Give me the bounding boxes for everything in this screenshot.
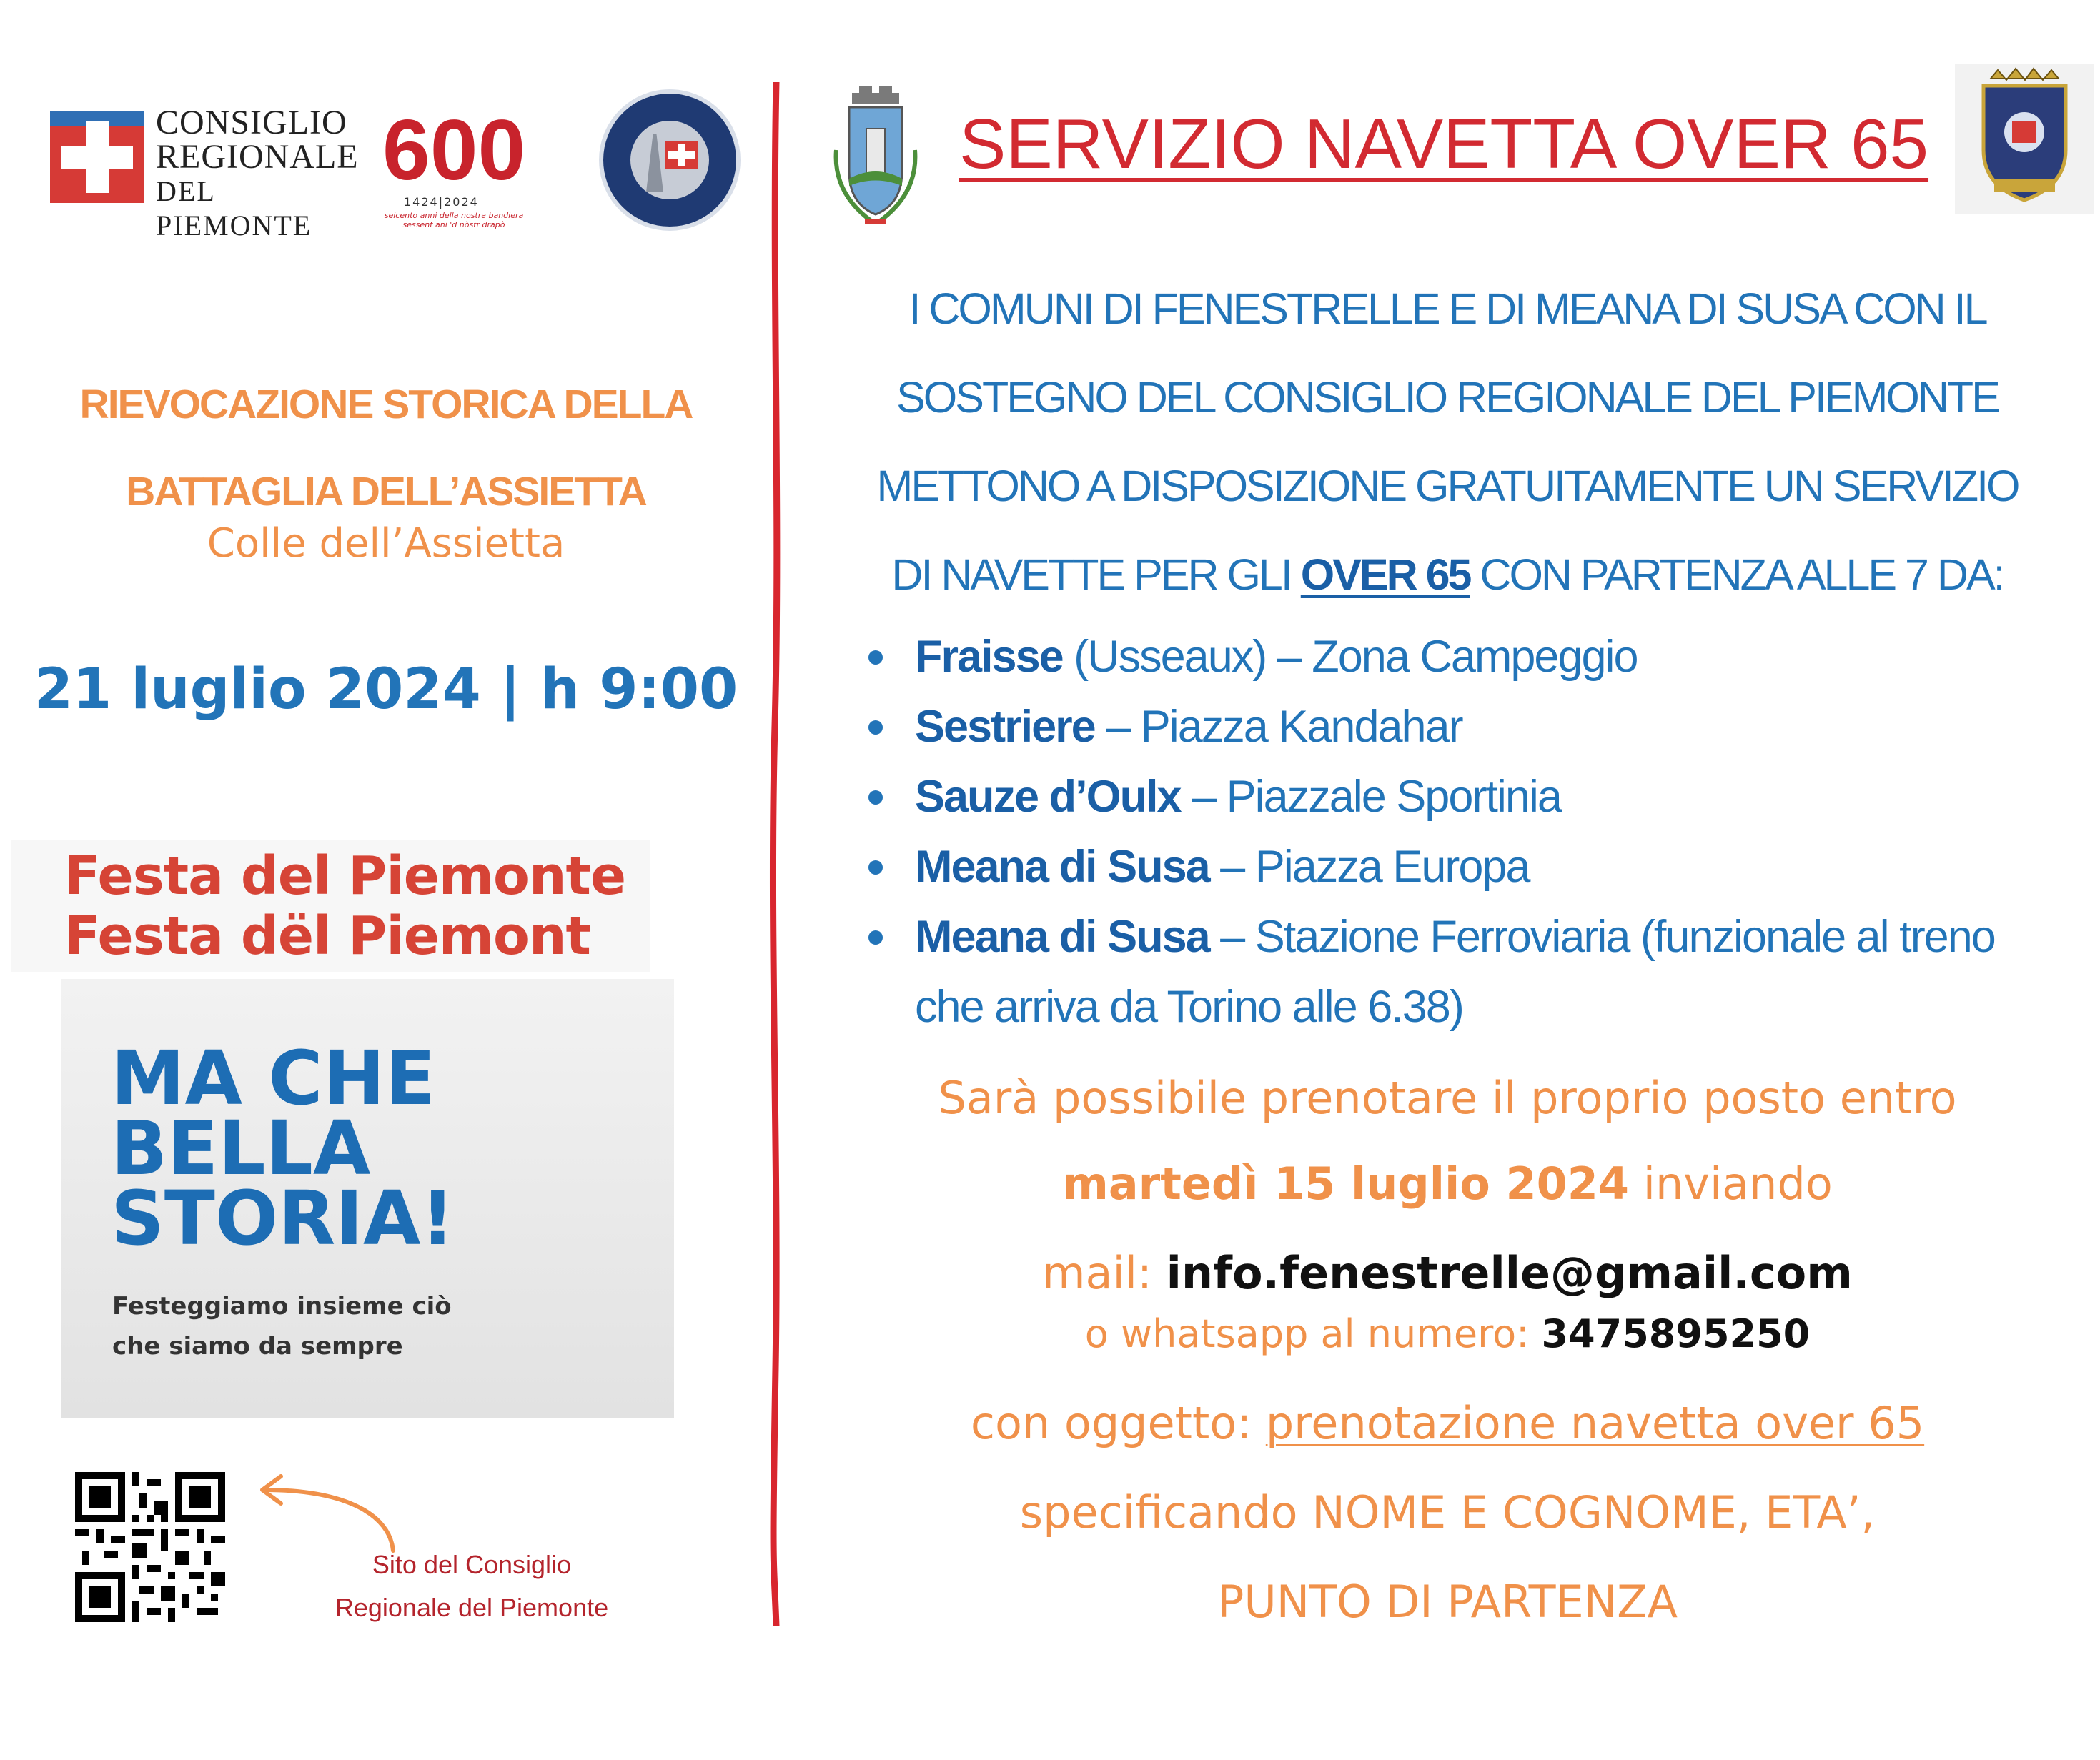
departure-points-list	[868, 622, 2069, 1042]
page-title: SERVIZIO NAVETTA OVER 65	[959, 104, 1929, 183]
over-65-highlight: OVER 65	[1300, 550, 1470, 599]
booking-intro: Sarà possibile prenotare il proprio posto entro	[938, 1072, 1957, 1124]
festa-piemonte-assietta-seal-icon	[599, 89, 741, 231]
piemonte-flag-icon	[50, 111, 144, 203]
list-item: Sestriere – Piazza Kandahar	[868, 692, 2069, 762]
whatsapp-number[interactable]: 3475895250	[1541, 1311, 1811, 1356]
qr-code-icon[interactable]	[75, 1472, 225, 1622]
storia-title: MA CHE BELLA STORIA!	[111, 1035, 455, 1262]
meana-coat-of-arms-icon	[1955, 64, 2094, 214]
consiglio-regionale-logo	[50, 104, 372, 242]
booking-email: mail: info.fenestrelle@gmail.com	[1042, 1247, 1853, 1299]
fenestrelle-coat-of-arms-icon	[829, 86, 922, 239]
red-divider-line	[765, 82, 786, 1626]
festa-piedmontese: Festa dël Piemont	[64, 905, 590, 967]
event-heading: RIEVOCAZIONE STORICA DELLA BATTAGLIA DELL’ASSIETTA	[79, 382, 693, 514]
list-item: Meana di Susa – Stazione Ferroviaria (funzionale al treno che arriva da Torino alle 6.38)	[868, 902, 2069, 1042]
list-item: Meana di Susa – Piazza Europa	[868, 832, 2069, 902]
booking-specify: specificando NOME E COGNOME, ETA’,	[1019, 1486, 1876, 1538]
consiglio-regionale-wordmark: CONSIGLIO REGIONALE DEL PIEMONTE	[156, 104, 359, 242]
ma-che-bella-storia-banner	[61, 979, 674, 1418]
list-item: Sauze d’Oulx – Piazzale Sportinia	[868, 762, 2069, 832]
booking-whatsapp: o whatsapp al numero: 3475895250	[1084, 1311, 1811, 1356]
qr-caption: Sito del Consiglio Regionale del Piemonte	[335, 1550, 609, 1622]
festa-italian: Festa del Piemonte	[64, 845, 626, 907]
event-date-time: 21 luglio 2024 | h 9:00	[34, 657, 738, 722]
booking-subject: con oggetto: prenotazione navetta over 65	[970, 1397, 1925, 1449]
festa-del-piemonte-banner	[11, 840, 650, 972]
600-anniversary-logo: 600 1424|2024 seicento anni della nostra bandiera sessent ani 'd nòstr drapò	[382, 102, 526, 229]
list-item: Fraisse (Usseaux) – Zona Campeggio	[868, 622, 2069, 692]
booking-departure-point: PUNTO DI PARTENZA	[1217, 1576, 1678, 1628]
email-link[interactable]: info.fenestrelle@gmail.com	[1166, 1247, 1853, 1299]
intro-paragraph: I COMUNI DI FENESTRELLE E DI MEANA DI SUSA CON IL SOSTEGNO DEL CONSIGLIO REGIONALE DEL PIEMONTE METTONO A DISPOSIZIONE GRATUITAMENTE UN SERVIZIO DI NAVETTE PER GLI OVER 65 CON PARTENZA ALLE 7 DA:	[876, 284, 2019, 599]
booking-deadline: martedì 15 luglio 2024 inviando	[1062, 1158, 1833, 1210]
event-location: Colle dell’Assietta	[207, 520, 565, 567]
storia-subtitle: Festeggiamo insieme ciò che siamo da sempre	[112, 1292, 452, 1361]
